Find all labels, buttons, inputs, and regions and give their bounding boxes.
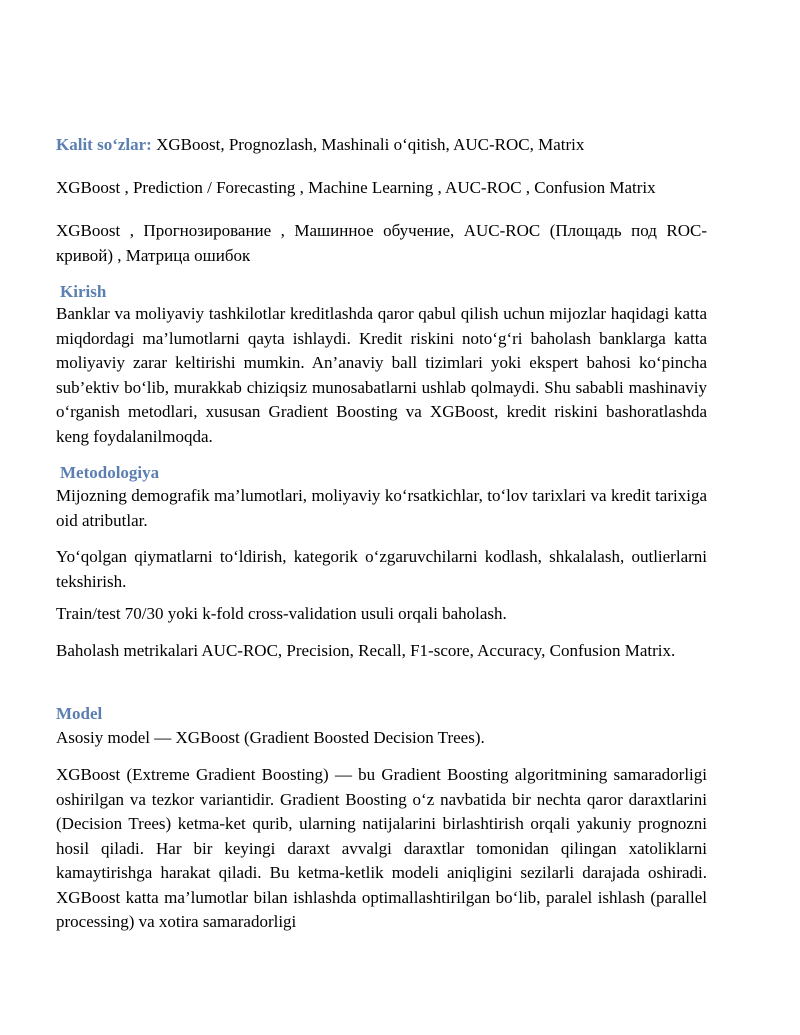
kirish-paragraph: Banklar va moliyaviy tashkilotlar kreditlashda qaror qabul qilish uchun mijozlar haqidagi katta miqdordagi ma’lumotlarni qayta ishlaydi. Kredit riskini noto‘g‘ri baholash banklarga katta moliyaviy zarar keltirishi mumkin. An’anaviy ball tizimlari yoki ekspert bahosi ko‘pincha sub’ektiv bo‘lib, murakkab chiziqsiz munosabatlarni ushlab qolmaydi. Shu sababli mashinaviy o‘rganish metodlari, xususan Gradient Boosting va XGBoost, kredit riskini bashoratlashda keng foydalanilmoqda. [56,304,707,446]
section-heading-model: Model [56,704,103,723]
keywords-uz-text: XGBoost, Prognozlash, Mashinali o‘qitish, AUC-ROC, Matrix [151,135,585,154]
model-paragraph-2: XGBoost (Extreme Gradient Boosting) — bu Gradient Boosting algoritmining samaradorligi oshirilgan va tezkor variantidir. Gradient Boosting o‘z navbatida bir nechta qaror daraxtlarini (Decision Trees) ketma-ket qurib, ularning natijalarini birlashtirish orqali yakuniy prognozni hosil qiladi. Har bir keyingi daraxt avvalgi daraxtlar tomonidan qilingan xatoliklarni kamaytirishga harakat qiladi. Bu ketma-ketlik modeli aniqligini sezilarli darajada oshiradi. XGBoost katta ma’lumotlar bilan ishlashda optimallashtirilgan bo‘lib, paralel ishlash (parallel processing) va xotira samaradorligi [56,765,707,931]
section-heading-metodologiya: Metodologiya [60,463,160,482]
metodologiya-paragraph-2: Yo‘qolgan qiymatlarni to‘ldirish, kategorik o‘zgaruvchilarni kodlash, shkalalash, outlierlarni tekshirish. [56,547,707,591]
metodologiya-paragraph-4: Baholash metrikalari AUC-ROC, Precision, Recall, F1-score, Accuracy, Confusion Matrix. [56,641,676,660]
keywords-label: Kalit so‘zlar: [56,135,152,154]
metodologiya-paragraph-3: Train/test 70/30 yoki k-fold cross-validation usuli orqali baholash. [56,604,507,623]
keywords-ru: XGBoost , Прогнозирование , Машинное обучение, AUC-ROC (Площадь под ROC-кривой) , Матрица ошибок [56,221,707,265]
keywords-en: XGBoost , Prediction / Forecasting , Machine Learning , AUC-ROC , Confusion Matrix [56,178,656,197]
keywords-uz [56,133,707,158]
section-heading-kirish: Kirish [60,282,107,301]
metodologiya-paragraph-1: Mijozning demografik ma’lumotlari, moliyaviy ko‘rsatkichlar, to‘lov tarixlari va kredit tarixiga oid atributlar. [56,486,707,530]
model-paragraph-1: Asosiy model — XGBoost (Gradient Boosted Decision Trees). [56,728,485,747]
